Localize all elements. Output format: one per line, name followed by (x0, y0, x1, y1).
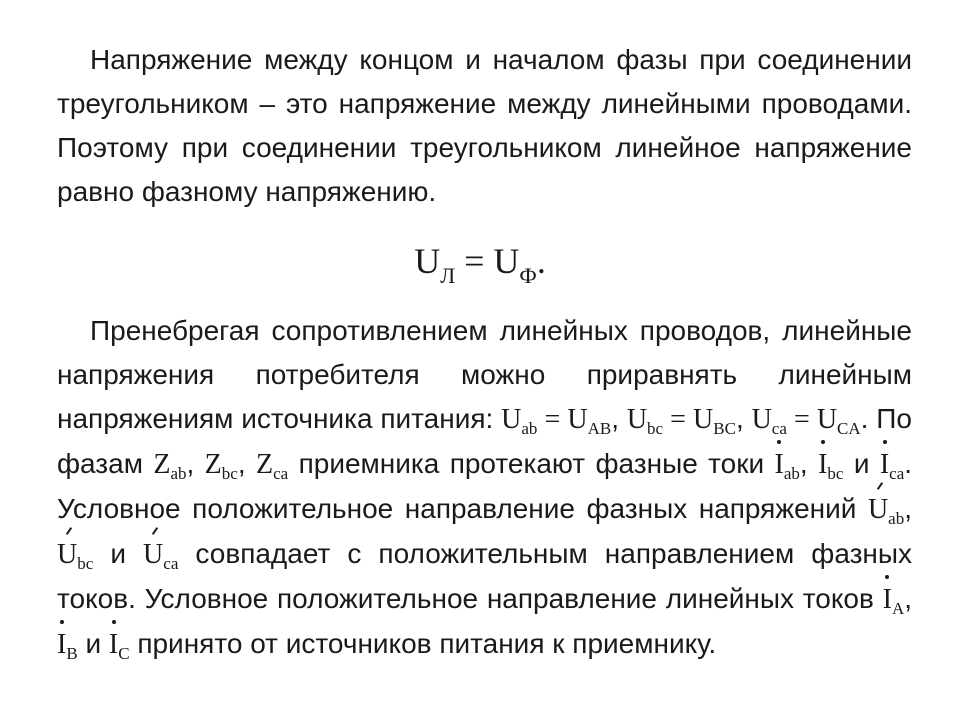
p2-text-3: приемника протекают фазные токи (288, 448, 775, 479)
current-phasor-symbol: I (883, 578, 892, 622)
symbol-u: U (751, 404, 772, 435)
sub-ab: ab (888, 509, 905, 528)
and: и (77, 628, 109, 659)
sub-A: A (891, 599, 905, 618)
sub-ca: ca (771, 419, 787, 438)
current-phasor-symbol: I (880, 443, 889, 487)
comma: , (799, 448, 819, 479)
sub-B: B (66, 644, 78, 663)
voltage-phasor-symbol: U (868, 488, 888, 532)
sub-bc: bc (827, 464, 844, 483)
symbol-z: Z (256, 449, 274, 480)
formula-rhs-symbol: U (493, 241, 520, 281)
comma: , (237, 448, 256, 479)
p2-text-2: По фазам (57, 403, 912, 479)
comma: , (611, 403, 627, 434)
equals: = (537, 404, 568, 435)
voltage-phasor-symbol: U (143, 533, 163, 577)
paragraph1-text: Напряжение между концом и началом фазы при соединении треугольником – это напряжение между линейными проводами. Поэтому при соединении треугольником линейное напряжение равно фазному напряжению. (57, 44, 912, 207)
symbol-u: U (693, 404, 714, 435)
p2-text-1: Пренебрегая сопротивлением линейных проводов, линейные напряжения потребителя можно приравнять линейным напряжениям источника питания: (57, 315, 912, 434)
sub-ca: ca (273, 464, 289, 483)
formula-rhs-sub: Ф (519, 263, 537, 288)
symbol-z: Z (153, 449, 171, 480)
symbol-u: U (816, 404, 838, 435)
sub-ca: ca (889, 464, 905, 483)
comma: , (186, 448, 205, 479)
formula-lhs-symbol: U (414, 241, 441, 281)
and: и (843, 448, 880, 479)
and: и (93, 538, 144, 569)
sub-ab: ab (170, 464, 187, 483)
sub-bc: bc (647, 419, 664, 438)
sub-ab: ab (783, 464, 800, 483)
current-phasor-symbol: I (109, 623, 118, 667)
sub-bc: bc (77, 554, 94, 573)
formula-equals: = (455, 241, 494, 281)
current-phasor-symbol: I (818, 443, 827, 487)
current-phasor-symbol: I (775, 443, 784, 487)
sub-BC: BC (713, 419, 736, 438)
sub-AB: AB (587, 419, 612, 438)
sub-bc: bc (221, 464, 238, 483)
comma: , (735, 403, 752, 434)
voltage-phasor-symbol: U (57, 533, 77, 577)
symbol-u: U (501, 404, 522, 435)
formula-line-equals-phase (0, 236, 960, 286)
equals: = (663, 404, 694, 435)
p2-text-5: совпадает с положительным направлением фазных токов. Условное положительное направление линейных токов (57, 538, 912, 614)
paragraph-line-resistance: Пренебрегая сопротивлением линейных проводов, линейные напряжения потребителя можно приравнять линейным напряжениям источника питания: $U_{ab} = U_{AB}$, $U_{bc} = U_{BC}$, $U_{ca} = U_{CA}$. По фазам $Z_{ab}$, $Z_{bc}$, $Z_{ca}$ приемника протекают фазные токи $I_{ab}$, $I_{bc}$ и $I_{ca}$. Условное положительное направление фазных напряжений $U_{ab}$, $U_{bc}$ и $U_{ca}$ совпадает с положительным направлением фазных токов. Условное положительное направление линейных токов $I_A$, $I_B$ и $I_C$ принято от источников питания к приемнику. (57, 309, 912, 667)
p2-text-4: . Условное положительное направление фазных напряжений (57, 448, 913, 524)
sub-ab: ab (521, 419, 538, 438)
symbol-u: U (626, 404, 648, 435)
comma: , (904, 493, 912, 524)
sub-C: C (118, 644, 130, 663)
symbol-z: Z (204, 449, 222, 480)
formula-lhs-sub: Л (440, 263, 456, 288)
equals: = (786, 404, 817, 435)
comma: , (904, 583, 912, 614)
symbol-u: U (567, 404, 588, 435)
formula-end: . (536, 241, 546, 281)
p2-text-6: принято от источников питания к приемнику. (129, 628, 717, 659)
sub-CA: CA (837, 419, 861, 438)
current-phasor-symbol: I (57, 623, 66, 667)
paragraph-delta-voltage (57, 38, 912, 214)
sub-ca: ca (163, 554, 179, 573)
